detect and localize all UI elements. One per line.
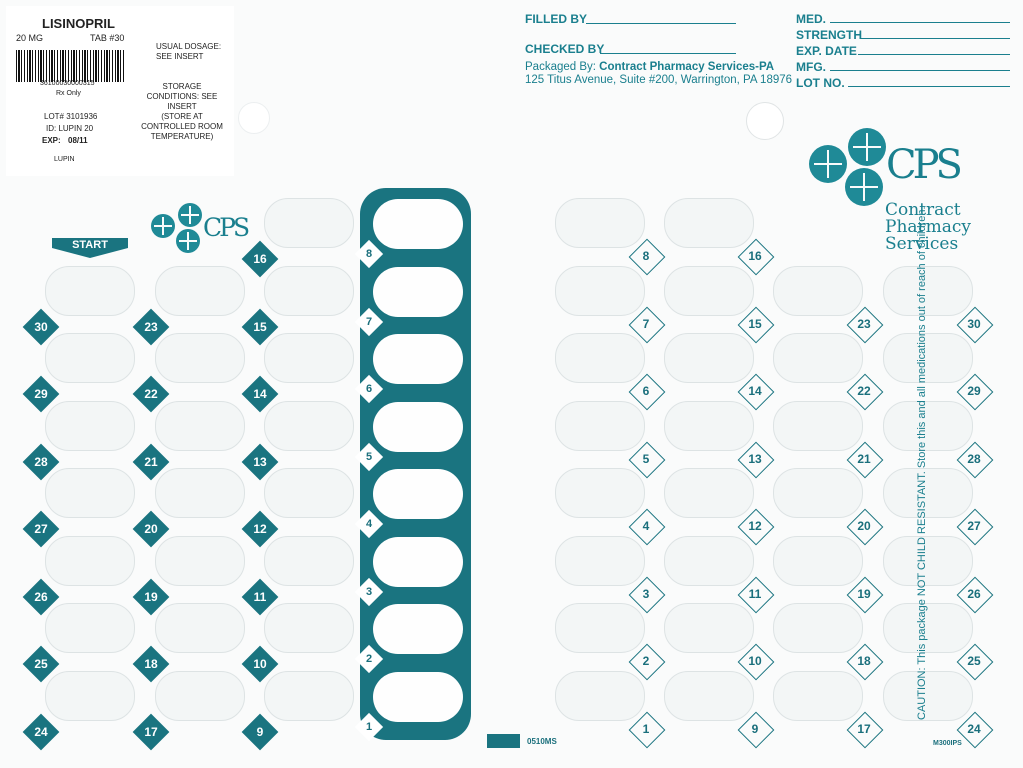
- filled-by-line[interactable]: [586, 23, 736, 24]
- day-number: 14: [748, 384, 762, 398]
- day-number: 13: [748, 451, 762, 466]
- company-line: Services: [885, 234, 959, 254]
- day-number: 6: [642, 384, 650, 398]
- day-number: 17: [857, 721, 871, 736]
- storage-line: STORAGE: [162, 82, 202, 91]
- usual-dosage: USUAL DOSAGE:: [156, 42, 222, 51]
- day-number: 29: [34, 387, 48, 401]
- packaged-by: [525, 61, 774, 73]
- day-number: 27: [967, 519, 981, 533]
- exp-value: 08/11: [68, 136, 88, 145]
- day-number: 22: [857, 384, 871, 398]
- blister-cavity: [155, 603, 245, 653]
- storage-line: TEMPERATURE): [150, 132, 214, 141]
- pharmacy-address: 125 Titus Avenue, Suite #200, Warrington, PA 18976: [525, 74, 793, 86]
- day-number: 20: [144, 522, 158, 536]
- blister-cavity: [264, 266, 354, 316]
- day-number: 10: [253, 657, 267, 671]
- rx-only: Rx Only: [56, 90, 81, 97]
- pill-cross-icon: [809, 145, 847, 183]
- day-number: 1: [365, 720, 373, 733]
- day-number: 22: [144, 387, 158, 401]
- blister-cavity: [264, 333, 354, 383]
- day-number: 25: [967, 654, 981, 668]
- cps-company-name: [885, 202, 971, 253]
- blister-cavity: [155, 468, 245, 518]
- day-number: 17: [144, 724, 158, 739]
- med-line[interactable]: [830, 22, 1010, 23]
- day-number: 19: [857, 586, 871, 601]
- day-number: 4: [365, 518, 373, 530]
- storage-line: CONDITIONS: SEE: [146, 92, 218, 101]
- cps-small-wordmark: CPS: [203, 213, 248, 242]
- strip-cavity: [373, 537, 463, 587]
- day-number: 12: [253, 522, 267, 536]
- day-number: 24: [967, 721, 981, 736]
- strip-cavity: [373, 267, 463, 317]
- caution-text: CAUTION: This package NOT CHILD RESISTANT. Store this and all medications out of reach of children.: [916, 206, 928, 720]
- barcode-number: 36100030000315: [40, 80, 95, 87]
- day-number: 4: [642, 519, 650, 533]
- day-number: 9: [256, 724, 264, 739]
- day-number: 26: [34, 589, 48, 604]
- blister-cavity: [45, 266, 135, 316]
- prescription-label: [6, 6, 234, 176]
- blister-cavity: [264, 603, 354, 653]
- card-code-right: M300IPS: [933, 740, 962, 747]
- blister-cavity: [45, 401, 135, 451]
- day-number: 5: [365, 450, 373, 463]
- blister-cavity: [45, 671, 135, 721]
- exp-date-label: EXP. DATE: [796, 44, 857, 58]
- day-number: 29: [967, 384, 981, 398]
- day-number: 3: [365, 585, 373, 598]
- checked-by-line[interactable]: [600, 53, 736, 54]
- cps-wordmark: CPS: [886, 142, 959, 188]
- blister-cavity: [264, 198, 354, 248]
- blister-cavity: [264, 401, 354, 451]
- lot-no-label: LOT NO.: [796, 76, 845, 90]
- day-number: 15: [748, 316, 762, 331]
- strip-cavity: [373, 199, 463, 249]
- day-number: 7: [365, 315, 373, 328]
- day-number: 15: [253, 319, 267, 334]
- day-number: 10: [748, 654, 762, 668]
- day-number: 1: [642, 721, 650, 736]
- checked-by-label: CHECKED BY: [525, 42, 605, 56]
- strip-cavity: [373, 604, 463, 654]
- day-number: 16: [748, 249, 762, 263]
- manufacturer: LUPIN: [54, 156, 75, 163]
- day-number: 2: [642, 654, 650, 668]
- blister-cavity: [45, 603, 135, 653]
- day-number: 14: [253, 387, 267, 401]
- day-number: 5: [642, 451, 650, 466]
- day-number: 21: [144, 454, 158, 469]
- blister-cavity: [264, 536, 354, 586]
- day-number: 12: [748, 519, 762, 533]
- drug-strength: 20 MG: [16, 33, 44, 43]
- blister-cavity: [45, 333, 135, 383]
- lot-no-line[interactable]: [848, 86, 1010, 87]
- drug-id: ID: LUPIN 20: [46, 124, 94, 133]
- blister-cavity: [155, 671, 245, 721]
- blister-cavity: [155, 266, 245, 316]
- exp-date-line[interactable]: [858, 54, 1010, 55]
- drug-name: LISINOPRIL: [42, 16, 115, 31]
- blister-cavity: [155, 401, 245, 451]
- day-number: 18: [857, 654, 871, 668]
- day-number: 8: [365, 248, 373, 260]
- lot-number: LOT# 3101936: [44, 112, 98, 121]
- pill-cross-icon: [151, 214, 175, 238]
- day-number: 23: [857, 316, 871, 331]
- day-number: 28: [34, 454, 48, 469]
- mfg-line[interactable]: [830, 70, 1010, 71]
- pill-cross-icon: [845, 168, 883, 206]
- storage-conditions: [132, 82, 232, 142]
- storage-line: CONTROLLED ROOM: [141, 122, 223, 131]
- day-number: 28: [967, 451, 981, 466]
- color-code-swatch: [487, 734, 520, 748]
- storage-line: (STORE AT: [161, 112, 203, 121]
- med-label: MED.: [796, 12, 826, 26]
- day-number: 9: [751, 721, 759, 736]
- barcode: [16, 50, 124, 82]
- day-number: 3: [642, 586, 650, 601]
- day-number: 8: [642, 249, 650, 263]
- day-number: 6: [365, 383, 373, 395]
- strip-cavity: [373, 402, 463, 452]
- day-number: 26: [967, 586, 981, 601]
- tab-count: TAB #30: [90, 33, 125, 43]
- card-code-left: 0510MS: [527, 737, 557, 746]
- day-number: 2: [365, 653, 373, 665]
- hanging-hole: [746, 102, 784, 140]
- strength-label: STRENGTH: [796, 28, 862, 42]
- packaged-prefix: Packaged By:: [525, 61, 600, 73]
- pill-cross-icon: [848, 128, 886, 166]
- day-number: 25: [34, 657, 48, 671]
- pill-cross-icon: [176, 229, 200, 253]
- day-number: 18: [144, 657, 158, 671]
- day-number: 24: [34, 724, 48, 739]
- blister-cavity: [155, 536, 245, 586]
- exp-label: EXP:: [42, 136, 61, 145]
- day-number: 30: [34, 319, 48, 334]
- start-label: START: [72, 239, 108, 251]
- strength-line[interactable]: [860, 38, 1010, 39]
- day-number: 20: [857, 519, 871, 533]
- day-number: 13: [253, 454, 267, 469]
- day-number: 27: [34, 522, 48, 536]
- mfg-label: MFG.: [796, 60, 826, 74]
- blister-cavity: [45, 468, 135, 518]
- hanging-hole: [238, 102, 270, 134]
- filled-by-label: FILLED BY: [525, 12, 587, 26]
- blister-cavity: [45, 536, 135, 586]
- strip-cavity: [373, 469, 463, 519]
- company-line: Pharmacy: [885, 217, 972, 237]
- day-number: 21: [857, 451, 871, 466]
- blister-cavity: [264, 671, 354, 721]
- day-number: 11: [253, 589, 267, 604]
- company-line: Contract: [885, 200, 961, 220]
- strip-cavity: [373, 334, 463, 384]
- blister-cavity: [264, 468, 354, 518]
- packaged-company: Contract Pharmacy Services-PA: [599, 61, 775, 73]
- strip-cavity: [373, 672, 463, 722]
- pill-cross-icon: [178, 203, 202, 227]
- day-number: 23: [144, 319, 158, 334]
- usual-dosage-note: SEE INSERT: [156, 52, 204, 61]
- day-number: 30: [967, 316, 981, 331]
- day-number: 16: [253, 252, 267, 266]
- day-number: 11: [748, 586, 762, 601]
- storage-line: INSERT: [167, 102, 197, 111]
- start-arrow: [52, 238, 128, 258]
- blister-cavity: [155, 333, 245, 383]
- day-number: 19: [144, 589, 158, 604]
- day-number: 7: [642, 316, 650, 331]
